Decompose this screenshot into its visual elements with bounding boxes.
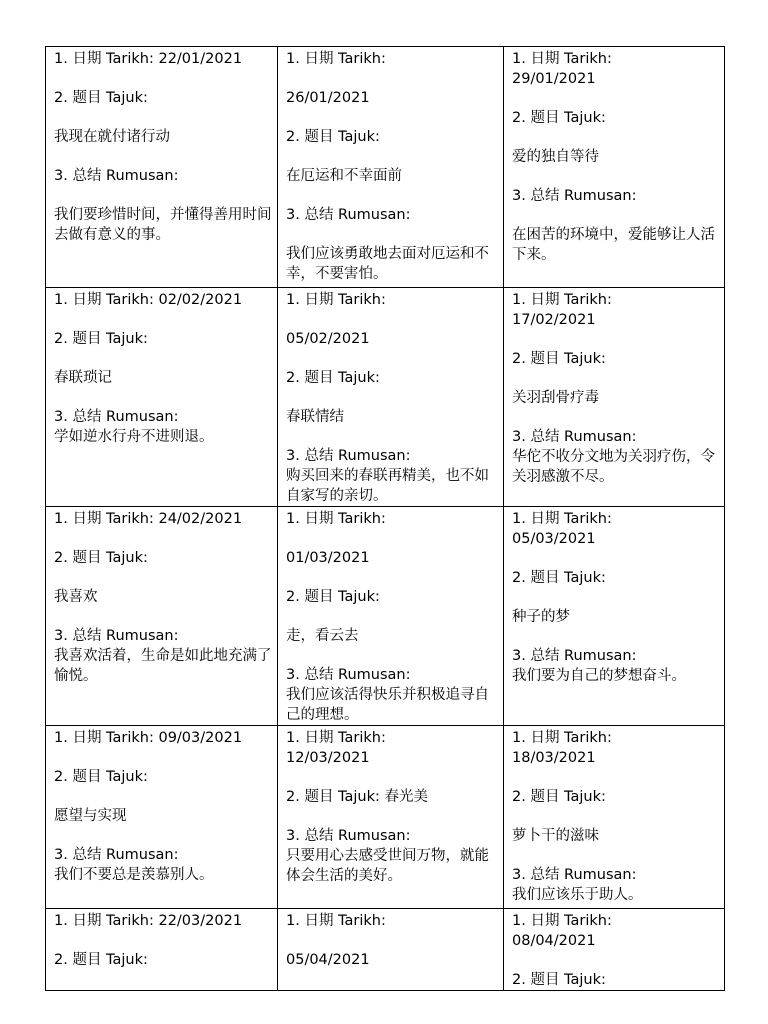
summary-value: 学如逆水行舟不进则退。 <box>54 429 214 445</box>
summary-value: 只要用心去感受世间万物，就能体会生活的美好。 <box>286 848 489 884</box>
summary-value: 我们不要总是羡慕别人。 <box>54 867 214 883</box>
date-label: 1. 日期 Tarikh: <box>286 51 386 67</box>
date-label: 1. 日期 Tarikh: <box>286 292 386 308</box>
date-value: 09/03/2021 <box>158 730 243 746</box>
summary-value: 我喜欢活着，生命是如此地充满了愉悦。 <box>54 648 272 684</box>
title-label: 2. 题目 Tajuk: <box>54 331 148 347</box>
title-label: 2. 题目 Tajuk: <box>286 129 380 145</box>
summary-label: 3. 总结 Rumusan: <box>286 828 411 844</box>
summary-value: 我们应该乐于助人。 <box>512 887 643 903</box>
date-value: 08/04/2021 <box>512 933 596 949</box>
date-label: 1. 日期 Tarikh: <box>54 51 154 67</box>
table-row <box>46 47 725 288</box>
date-value: 26/01/2021 <box>286 90 370 106</box>
summary-label: 3. 总结 Rumusan: <box>54 168 179 184</box>
summary-label: 3. 总结 Rumusan: <box>512 429 637 445</box>
summary-value: 我们应该勇敢地去面对厄运和不幸，不要害怕。 <box>286 246 489 282</box>
entry-cell <box>278 726 504 909</box>
title-value: 我喜欢 <box>54 589 98 605</box>
entry-cell <box>46 909 278 991</box>
summary-value: 我们应该活得快乐并积极追寻自己的理想。 <box>286 687 489 723</box>
entry-cell <box>504 288 725 507</box>
date-value: 22/03/2021 <box>158 913 243 929</box>
date-value: 17/02/2021 <box>512 312 596 328</box>
entry-cell <box>504 726 725 909</box>
entry-cell <box>46 507 278 726</box>
title-value: 种子的梦 <box>512 609 570 625</box>
summary-label: 3. 总结 Rumusan: <box>54 628 179 644</box>
title-label: 2. 题目 Tajuk: <box>54 90 148 106</box>
date-label: 1. 日期 Tarikh: <box>54 511 154 527</box>
title-label: 2. 题目 Tajuk: <box>286 789 380 805</box>
summary-label: 3. 总结 Rumusan: <box>512 648 637 664</box>
title-label: 2. 题目 Tajuk: <box>286 589 380 605</box>
entry-cell <box>278 288 504 507</box>
table-row <box>46 288 725 507</box>
date-label: 1. 日期 Tarikh: <box>512 511 612 527</box>
date-value: 22/01/2021 <box>158 51 243 67</box>
summary-label: 3. 总结 Rumusan: <box>286 667 411 683</box>
date-label: 1. 日期 Tarikh: <box>286 511 386 527</box>
title-value: 春光美 <box>384 789 429 805</box>
summary-label: 3. 总结 Rumusan: <box>286 207 411 223</box>
title-label: 2. 题目 Tajuk: <box>286 370 380 386</box>
date-value: 24/02/2021 <box>158 511 243 527</box>
date-label: 1. 日期 Tarikh: <box>286 730 386 746</box>
title-label: 2. 题目 Tajuk: <box>54 550 148 566</box>
date-label: 1. 日期 Tarikh: <box>54 292 154 308</box>
date-value: 02/02/2021 <box>158 292 243 308</box>
title-value: 春联琐记 <box>54 370 112 386</box>
title-label: 2. 题目 Tajuk: <box>512 789 606 805</box>
date-label: 1. 日期 Tarikh: <box>54 913 154 929</box>
entry-cell <box>504 507 725 726</box>
summary-value: 华佗不收分文地为关羽疗伤，令关羽感激不尽。 <box>512 449 715 485</box>
date-label: 1. 日期 Tarikh: <box>512 292 612 308</box>
entry-cell <box>278 507 504 726</box>
title-value: 我现在就付诸行动 <box>54 129 170 145</box>
date-label: 1. 日期 Tarikh: <box>512 913 612 929</box>
summary-label: 3. 总结 Rumusan: <box>512 188 637 204</box>
table-row <box>46 909 725 991</box>
date-label: 1. 日期 Tarikh: <box>512 730 612 746</box>
entry-cell <box>278 909 504 991</box>
date-value: 01/03/2021 <box>286 550 370 566</box>
table-row <box>46 726 725 909</box>
summary-label: 3. 总结 Rumusan: <box>54 847 179 863</box>
summary-value: 我们要为自己的梦想奋斗。 <box>512 668 686 684</box>
title-value: 萝卜干的滋味 <box>512 828 599 844</box>
entry-cell <box>504 47 725 288</box>
date-value: 05/04/2021 <box>286 952 370 968</box>
summary-label: 3. 总结 Rumusan: <box>512 867 637 883</box>
summary-label: 3. 总结 Rumusan: <box>286 448 411 464</box>
date-label: 1. 日期 Tarikh: <box>286 913 386 929</box>
date-value: 29/01/2021 <box>512 71 596 87</box>
entry-cell <box>46 726 278 909</box>
title-label: 2. 题目 Tajuk: <box>54 952 148 968</box>
entry-cell <box>278 47 504 288</box>
title-value: 春联情结 <box>286 409 344 425</box>
date-value: 05/03/2021 <box>512 531 596 547</box>
entry-cell <box>504 909 725 991</box>
title-value: 在厄运和不幸面前 <box>286 168 402 184</box>
date-label: 1. 日期 Tarikh: <box>54 730 154 746</box>
date-label: 1. 日期 Tarikh: <box>512 51 612 67</box>
table-row <box>46 507 725 726</box>
date-value: 05/02/2021 <box>286 331 370 347</box>
title-value: 愿望与实现 <box>54 808 127 824</box>
summary-value: 我们要珍惜时间，并懂得善用时间去做有意义的事。 <box>54 207 272 243</box>
summary-label: 3. 总结 Rumusan: <box>54 409 179 425</box>
title-value: 关羽刮骨疗毒 <box>512 390 599 406</box>
title-value: 爱的独自等待 <box>512 149 599 165</box>
title-label: 2. 题目 Tajuk: <box>512 351 606 367</box>
title-label: 2. 题目 Tajuk: <box>512 110 606 126</box>
title-label: 2. 题目 Tajuk: <box>54 769 148 785</box>
reading-log-table <box>45 46 725 991</box>
title-value: 走，看云去 <box>286 628 359 644</box>
summary-value: 在困苦的环境中，爱能够让人活下来。 <box>512 227 715 263</box>
summary-value: 购买回来的春联再精美，也不如自家写的亲切。 <box>286 468 489 504</box>
date-value: 18/03/2021 <box>512 750 596 766</box>
entry-cell <box>46 47 278 288</box>
entry-cell <box>46 288 278 507</box>
title-label: 2. 题目 Tajuk: <box>512 972 606 988</box>
date-value: 12/03/2021 <box>286 750 370 766</box>
title-label: 2. 题目 Tajuk: <box>512 570 606 586</box>
